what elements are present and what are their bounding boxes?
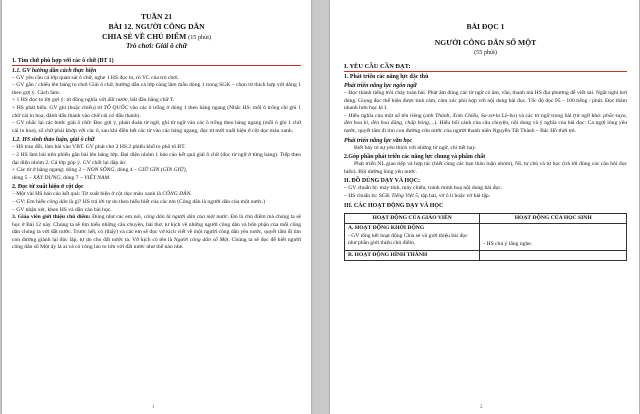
section-I-heading: I. YÊU CẦU CẦN ĐẠT: [344, 63, 627, 72]
page-number: 1 [152, 405, 155, 410]
text-emphasis: Tiếng Việt 5 [391, 192, 419, 199]
paragraph: – GV nhận xét, khen HS và dẫn vào bài học. [12, 206, 112, 213]
text-run: – GV: Em hiểu [12, 198, 48, 205]
text-run: + Các từ ở hàng ngang: dòng 2 – [12, 167, 87, 174]
paragraph: – 2 HS làm bài trên phiếu gắn bài lên bảng lớp. Đại diện nhóm 1 báo cáo kết quả giải ô chữ (đọc từ ngữ ở từng hàng). Tiếp theo đại diện nhóm 2. Cả lớp góp ý. GV chốt lại đáp án: [12, 151, 301, 166]
text-run: Đúng như các em nói, [90, 214, 144, 221]
lesson-title: BÀI 12. NGƯỜI CÔNG DÂN [108, 22, 205, 31]
text-run: . Đó là chủ điểm mà chúng ta sẽ học ở Bài 12 này. Chúng ta sẽ tìm hiểu những câu chuyện, bài thơ, tư kịch về những người công dân và bổn phận của mỗi công dân chúng ta với đất nước. Trước hết, có (thấy) và các em sẽ đọc vở kịch viết về một người công dân yêu nước, quyết tâm đi tìm con đường giành lại độc lập, tự do cho đất nước ta. Vở kịch có tên là [12, 214, 302, 243]
text-run: – Một vài HS báo cáo kết quả: Từ xuất hiện ở cột dọc màu xanh là [12, 191, 163, 198]
text-run: là gì? HS trả lời tự do theo hiểu biết của các em (Công dân là người dân của một nước.) [67, 198, 266, 205]
table-row [345, 250, 627, 261]
text-emphasis: đất nước [107, 97, 128, 104]
paragraph [12, 214, 301, 252]
text-run: . [190, 191, 192, 198]
paragraph [12, 199, 301, 207]
table-cell [480, 250, 627, 261]
document-page-2 [330, 0, 639, 414]
text-run: – HS chuẩn bị: SGK [344, 192, 392, 199]
subsection-literature: Phát triển năng lực văn học [344, 137, 413, 144]
column-header-teacher: HOẠT ĐỘNG CỦA GIÁO VIÊN [345, 213, 480, 224]
activity-a-teacher: - GV tổng kết hoạt động Chia sẻ và giới thiệu bài đọc như phần giới thiệu chủ điểm. [348, 232, 468, 247]
paragraph [12, 175, 301, 183]
document-page-1 [2, 0, 311, 414]
text-emphasis: phắc-tuya, đèn hoa kì, đèn hoa đăng, chấp bông,... [344, 112, 627, 127]
text-run: + 1 HS đọc to lời gợi ý: từ đồng nghĩa với [12, 97, 108, 104]
section-3-heading: 3. Giáo viên giới thiệu chủ điểm: [12, 214, 91, 221]
table-header-row [345, 213, 627, 224]
paragraph: – GV chuẩn bị: máy tính, máy chiếu, tranh minh hoạ nội dung bài đọc. [344, 185, 503, 192]
text-run: . [109, 174, 111, 181]
activity-b-title: B. HOẠT ĐỘNG HÌNH THÀNH [345, 250, 480, 261]
text-emphasis: anh Thành, Xóm Chiếu, Sa-xơ-lu Lô-ba [425, 112, 516, 119]
text-run: ) và các từ ngữ trong bài (từ ngữ khó: [515, 112, 604, 119]
text-run: , bắt đầu bằng chữ T. [127, 97, 175, 104]
paragraph: – GV gắn / chiếu lên bảng to chơi Giải ô chữ, hướng dẫn cả lớp cùng làm mẫu dòng 1 trong SGK – chọn từ thích hợp với dòng 1 theo gợi ý. Cách làm: [12, 82, 301, 96]
paragraph: – GV yêu cầu cả lớp quan sát ô chữ, nghe 1 HS đọc to, rõ YC của trò chơi. [12, 74, 180, 81]
text-run: + HS phát biểu. GV ghi (hoặc chiếu) từ [12, 104, 104, 111]
paragraph: Biết bày tỏ sự yêu thích với những từ ngữ, chi tiết hay. [354, 144, 477, 151]
reading-heading: BÀI ĐỌC 1 [466, 22, 505, 31]
page-number: 2 [480, 405, 483, 410]
text-run: ). Hiểu bối cảnh của câu chuyện, nội dung và ý nghĩa của bài đọc: Ca ngợi lòng yêu nước, quyết tâm đi tìm con đường cứu nước của người thanh niên Nguyễn Tất Thành – Bác Hồ thời trẻ. [344, 120, 627, 134]
section-2-heading: 2.Góp phần phát triển các năng lực chung và phẩm chất [344, 154, 486, 161]
text-emphasis: VIỆT NAM [84, 174, 110, 181]
table-cell [345, 224, 480, 251]
column-header-student: HOẠT ĐỘNG CỦA HỌC SINH [480, 213, 627, 224]
paragraph: – HS trao đổi, làm bài vào VBT. GV phát cho 2 HS 2 phiếu khổ to phô tô BT. [12, 144, 186, 151]
week-heading: TUẦN 21 [140, 12, 172, 21]
text-emphasis: GIỮ GÌN (GÌN GIỮ) [138, 167, 186, 174]
text-run: – Hiểu nghĩa của một số tên riêng ( [344, 112, 426, 119]
activity-a-title: A. HOẠT ĐỘNG KHỞI ĐỘNG [348, 225, 425, 232]
table-row [345, 224, 627, 251]
section-1-heading: 1. Tìm chữ phù hợp với các ô chữ (BT 1) [12, 57, 301, 66]
text-emphasis: TỔ QUỐC [103, 104, 129, 111]
section-1-heading: 1. Phát triển các năng lực đặc thù [344, 74, 429, 80]
activity-table [344, 213, 627, 262]
paragraph [344, 193, 627, 201]
text-run: , dòng 4 – [114, 167, 139, 174]
section-III-heading: III. CÁC HOẠT ĐỘNG DẠY VÀ HỌC [344, 202, 444, 209]
text-run: , tập hai, vở ô li hoặc vở bài tập. [418, 192, 491, 199]
paragraph: Phát triển NL giao tiếp và hợp tác (biết cùng các bạn thảo luận nhóm), NL tự chủ và tự học (trả lời đúng các câu hỏi đọc hiểu). Bồi dưỡng lòng yêu nước. [344, 161, 627, 175]
sharing-heading [12, 32, 301, 42]
game-title: Trò chơi: Giải ô chữ [125, 42, 187, 50]
section-2-heading: 2. Đọc từ xuất hiện ở cột dọc [12, 184, 84, 191]
text-run: dòng 5 – [12, 174, 33, 181]
reading-time: (55 phút) [474, 49, 497, 56]
paragraph [12, 167, 301, 175]
text-emphasis: NON SÔNG [86, 167, 115, 174]
text-emphasis: Người công dân số Một [173, 236, 229, 243]
table-cell [480, 224, 627, 251]
text-run: . Chúng ta sẽ đọc để biết người công dân số Một ấy là ai và có công lao to lớn với đất nước như thế nào nhé. [12, 236, 301, 251]
paragraph: – GV nhắc lại các bước giải ô chữ: Đọc gợi ý, phán đoán từ ngữ, ghi từ ngữ vào các ô trống theo hàng ngang (mỗi ô ghi 1 chữ cái in hoa), số chữ phải khớp với các ô, sau khi điền hết các từ vào các hàng ngang, đọc từ mới xuất hiện ở cột dọc màu xanh. [12, 120, 301, 134]
paragraph [12, 105, 301, 120]
section-1-2-heading: 1.2. HS sinh thảo luận, giải ô chữ [12, 137, 95, 144]
text-emphasis: CÔNG DÂN [162, 191, 191, 198]
reading-title: NGƯỜI CÔNG DÂN SỐ MỘT [434, 38, 537, 47]
subsection-language: Phát triển năng lực ngôn ngữ [344, 83, 417, 89]
text-emphasis: công dân [47, 198, 68, 205]
paragraph [344, 113, 627, 136]
text-run: vào các ô trống ở dòng 1 theo hàng ngang (Nhắc HS: mỗi ô trống chỉ ghi 1 chữ cái in hoa, đánh dấu thanh vào chữ cái có dấu thanh). [12, 104, 301, 119]
sharing-label: CHIA SẺ VỀ CHỦ ĐIỂM [101, 32, 187, 41]
text-emphasis: công dân là người dân của một nước [143, 214, 228, 221]
paragraph: – Đọc thành tiếng trôi chảy toàn bài. Phát âm đúng các từ ngữ có âm, vần, thanh mà HS địa phương dễ viết sai. Ngắt nghỉ hơi đúng. Giọng đọc thể hiện được tính cảm, cảm xúc phù hợp với nội dung bài đọc. Tốc độ đọc 95 – 100 tiếng / phút. Đọc thầm nhanh hơn học kì I. [344, 90, 627, 112]
sharing-time: (15 phút) [188, 34, 212, 41]
section-II-heading: II. ĐỒ DÙNG DẠY VÀ HỌC: [344, 178, 420, 185]
paragraph [12, 97, 301, 105]
text-emphasis: XÂY DỰNG [32, 174, 61, 181]
section-1-1-heading: 1.1. GV hướng dẫn cách thực hiện [12, 67, 97, 74]
activity-a-student: - HS chú ý lắng nghe. [483, 241, 533, 248]
text-run: , [185, 167, 188, 174]
paragraph [12, 191, 301, 199]
text-run: , dòng 7 – [60, 174, 85, 181]
